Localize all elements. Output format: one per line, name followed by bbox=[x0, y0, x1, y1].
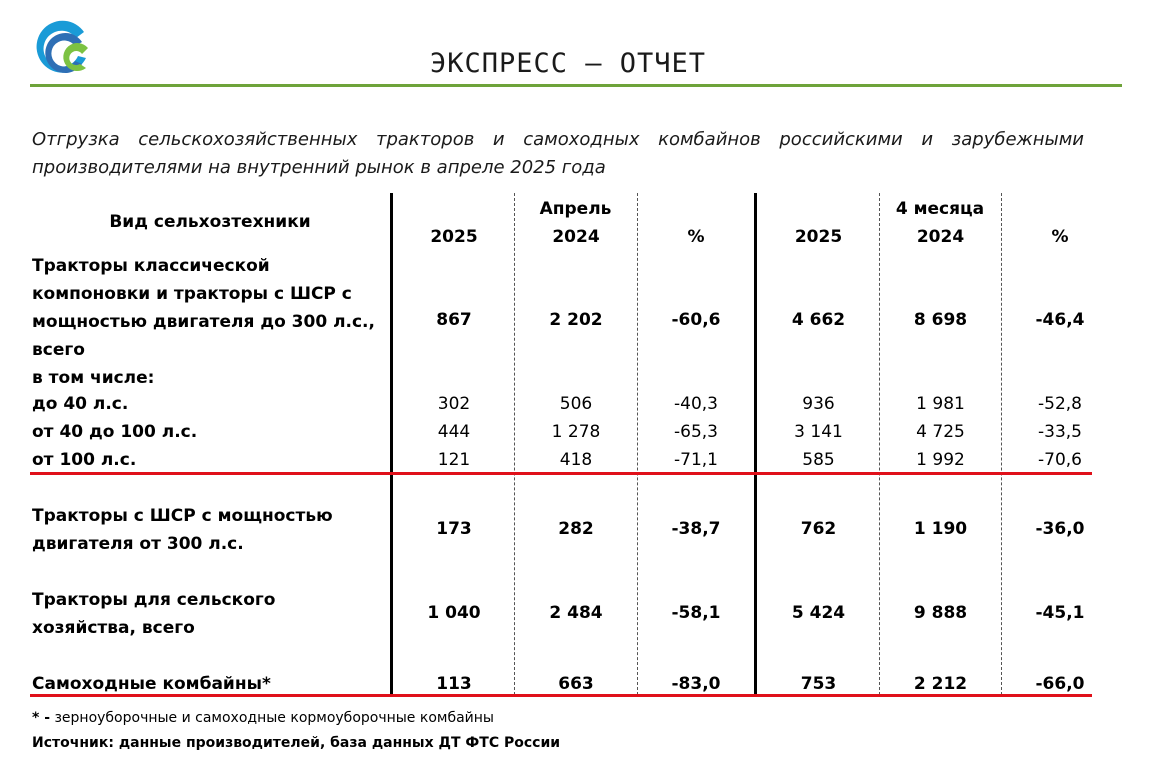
table-cell: 4 725 bbox=[916, 422, 965, 442]
row-label: Тракторы для сельского хозяйства, всего bbox=[32, 590, 276, 638]
footnote-text: зерноуборочные и самоходные кормоуборочные комбайны bbox=[50, 710, 494, 726]
table-cell: 1 992 bbox=[916, 450, 965, 470]
table-cell: -65,3 bbox=[674, 422, 718, 442]
table-cell: -71,1 bbox=[674, 450, 718, 470]
column-divider bbox=[754, 193, 757, 695]
table-cell: 173 bbox=[436, 519, 472, 539]
table-cell: -83,0 bbox=[671, 674, 721, 694]
table-cell: 1 981 bbox=[916, 394, 965, 414]
table-cell: 4 662 bbox=[791, 310, 846, 330]
table-cell: -58,1 bbox=[671, 603, 721, 623]
table-cell: -60,6 bbox=[671, 310, 721, 330]
table-cell: 3 141 bbox=[794, 422, 843, 442]
table-cell: 663 bbox=[558, 674, 594, 694]
table-cell: -38,7 bbox=[671, 519, 721, 539]
row-label: Тракторы классической компоновки и тракторы с ШСР с мощностью двигателя до 300 л.с., всего bbox=[32, 256, 375, 360]
row-label: от 100 л.с. bbox=[32, 450, 137, 470]
table-cell: 753 bbox=[800, 674, 837, 694]
table-cell: 762 bbox=[800, 519, 837, 539]
table-cell: 2 202 bbox=[549, 310, 603, 330]
table-cell: 418 bbox=[559, 450, 593, 470]
row-label: от 40 до 100 л.с. bbox=[32, 422, 198, 442]
header-divider bbox=[30, 84, 1122, 87]
table-cell: 113 bbox=[436, 674, 472, 694]
section-divider bbox=[30, 472, 1092, 475]
table-cell: 585 bbox=[802, 450, 835, 470]
row-label: Тракторы с ШСР с мощностью двигателя от 300 л.с. bbox=[32, 506, 333, 554]
table-cell: 9 888 bbox=[913, 603, 968, 623]
column-header: 2025 bbox=[794, 227, 843, 247]
footnote bbox=[32, 710, 494, 726]
group-header-4-months: 4 месяца bbox=[895, 199, 985, 219]
table-cell: 2 484 bbox=[549, 603, 603, 623]
header-title: ЭКСПРЕСС – ОТЧЕТ bbox=[429, 48, 707, 79]
table-cell: 282 bbox=[558, 519, 594, 539]
report-title: Отгрузка сельскохозяйственных тракторов и самоходных комбайнов российскими и зарубежными производителями на внутренний рынок в апреле 2025 года bbox=[32, 129, 1084, 178]
table-cell: 302 bbox=[437, 394, 471, 414]
table-cell: -40,3 bbox=[674, 394, 718, 414]
column-header: % bbox=[1051, 227, 1069, 247]
table-cell: -33,5 bbox=[1038, 422, 1082, 442]
group-header-april: Апрель bbox=[539, 199, 612, 219]
table-cell: -36,0 bbox=[1035, 519, 1085, 539]
column-divider bbox=[390, 193, 393, 695]
column-header: 2024 bbox=[552, 227, 600, 247]
table-cell: 1 040 bbox=[427, 603, 481, 623]
column-header-type: Вид сельхозтехники bbox=[109, 212, 311, 232]
table-cell: 1 278 bbox=[551, 422, 601, 442]
table-cell: 1 190 bbox=[913, 519, 968, 539]
table-cell: 506 bbox=[559, 394, 593, 414]
row-label: до 40 л.с. bbox=[32, 394, 129, 414]
row-label: в том числе: bbox=[32, 368, 155, 388]
table-cell: 444 bbox=[437, 422, 471, 442]
table-cell: 867 bbox=[436, 310, 472, 330]
table-cell: 2 212 bbox=[913, 674, 968, 694]
table-cell: 936 bbox=[802, 394, 835, 414]
footnote-mark: * - bbox=[32, 710, 51, 726]
column-header: % bbox=[687, 227, 705, 247]
table-cell: -66,0 bbox=[1035, 674, 1085, 694]
table-cell: 121 bbox=[437, 450, 471, 470]
table-cell: 8 698 bbox=[913, 310, 968, 330]
table-cell: -52,8 bbox=[1038, 394, 1082, 414]
table-cell: -45,1 bbox=[1035, 603, 1085, 623]
row-label: Самоходные комбайны* bbox=[32, 674, 271, 694]
table-cell: 5 424 bbox=[791, 603, 846, 623]
column-header: 2024 bbox=[916, 227, 965, 247]
table-cell: -70,6 bbox=[1038, 450, 1082, 470]
column-header: 2025 bbox=[430, 227, 478, 247]
table-cell: -46,4 bbox=[1035, 310, 1085, 330]
source-note: Источник: данные производителей, база данных ДТ ФТС России bbox=[32, 735, 561, 751]
section-divider bbox=[30, 694, 1092, 697]
